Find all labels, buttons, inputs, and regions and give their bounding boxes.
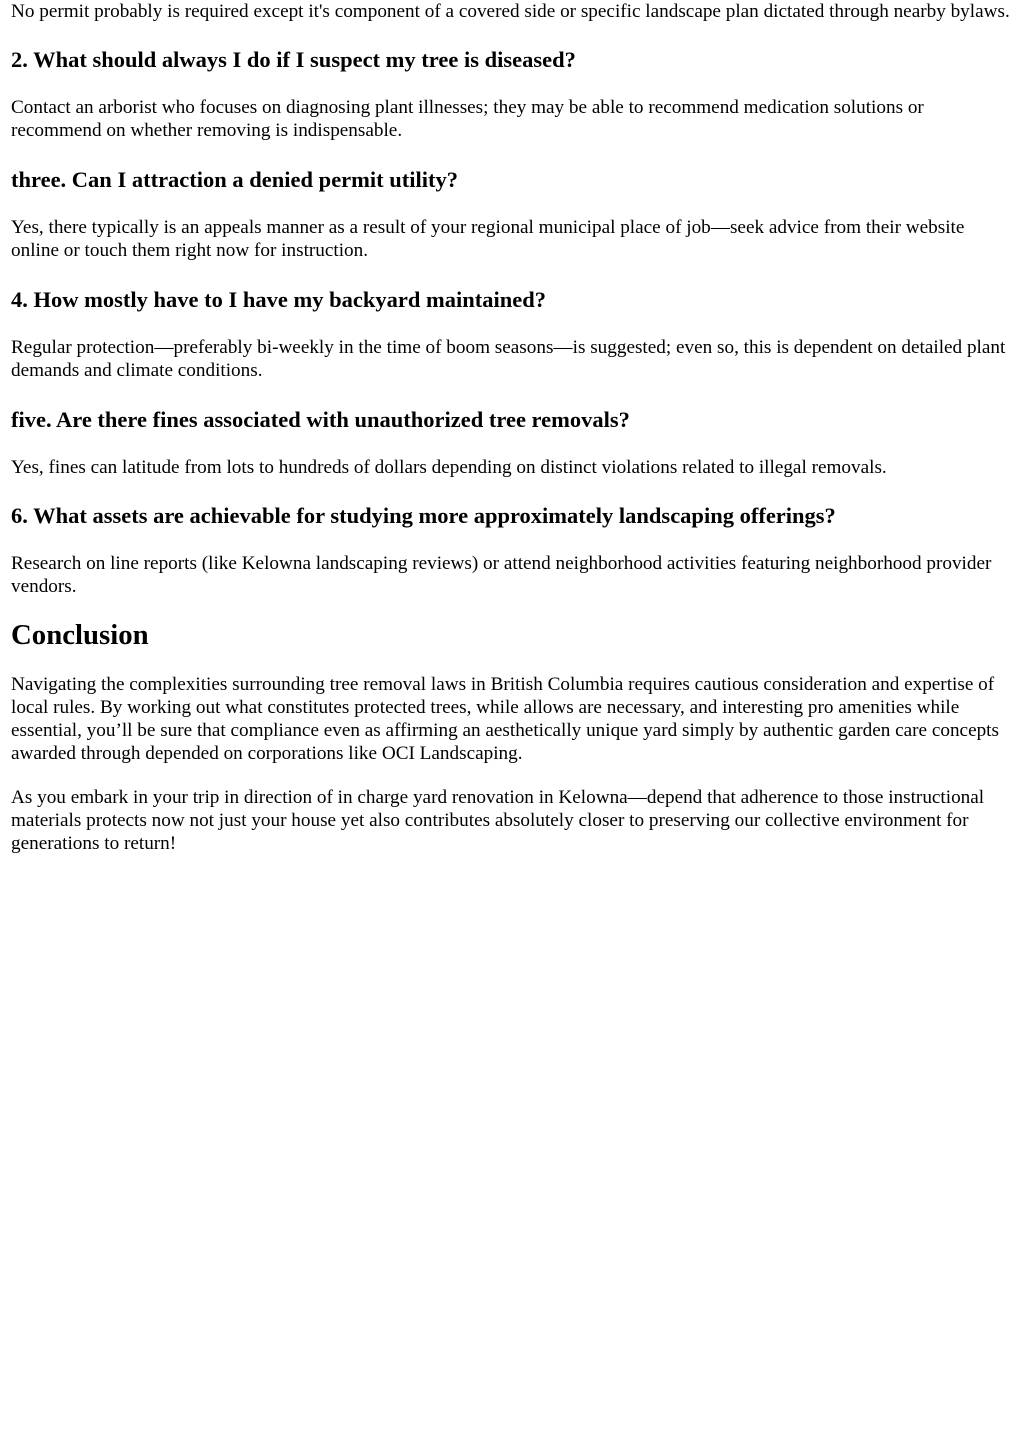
faq-answer-3: Yes, there typically is an appeals manner as a result of your regional municipal place of job—seek advice from their website online or touch them right now for instruction. — [11, 217, 965, 261]
faq-answer-5: Yes, fines can latitude from lots to hundreds of dollars depending on distinct violations related to illegal removals. — [11, 457, 887, 478]
intro-paragraph: No permit probably is required except it's component of a covered side or specific landscape plan dictated through nearby bylaws. — [11, 1, 1010, 22]
faq-answer-2: Contact an arborist who focuses on diagnosing plant illnesses; they may be able to recommend medication solutions or recommend on whether removing is indispensable. — [11, 97, 924, 141]
conclusion-paragraph-1: Navigating the complexities surrounding tree removal laws in British Columbia requires cautious consideration and expertise of local rules. By working out what constitutes protected trees, while allows are necessary, and interesting pro amenities while essential, you’ll be sure that compliance even as affirming an aesthetically unique yard simply by authentic garden care concepts awarded through depended on corporations like OCI Landscaping. — [11, 674, 999, 764]
faq-question-3: three. Can I attraction a denied permit utility? — [11, 167, 459, 192]
faq-question-5: five. Are there fines associated with unauthorized tree removals? — [11, 407, 630, 432]
faq-question-2: 2. What should always I do if I suspect my tree is diseased? — [11, 47, 576, 72]
conclusion-heading: Conclusion — [11, 619, 149, 651]
conclusion-paragraph-2: As you embark in your trip in direction of in charge yard renovation in Kelowna—depend that adherence to those instructional materials protects now not just your house yet also contributes absolutely closer to preserving our collective environment for generations to return! — [11, 787, 985, 854]
faq-question-4: 4. How mostly have to I have my backyard maintained? — [11, 287, 547, 312]
faq-question-6: 6. What assets are achievable for studying more approximately landscaping offerings? — [11, 503, 836, 528]
faq-answer-4: Regular protection—preferably bi-weekly in the time of boom seasons—is suggested; even so, this is dependent on detailed plant demands and climate conditions. — [11, 337, 1006, 381]
faq-answer-6: Research on line reports (like Kelowna landscaping reviews) or attend neighborhood activities featuring neighborhood provider vendors. — [11, 553, 992, 597]
